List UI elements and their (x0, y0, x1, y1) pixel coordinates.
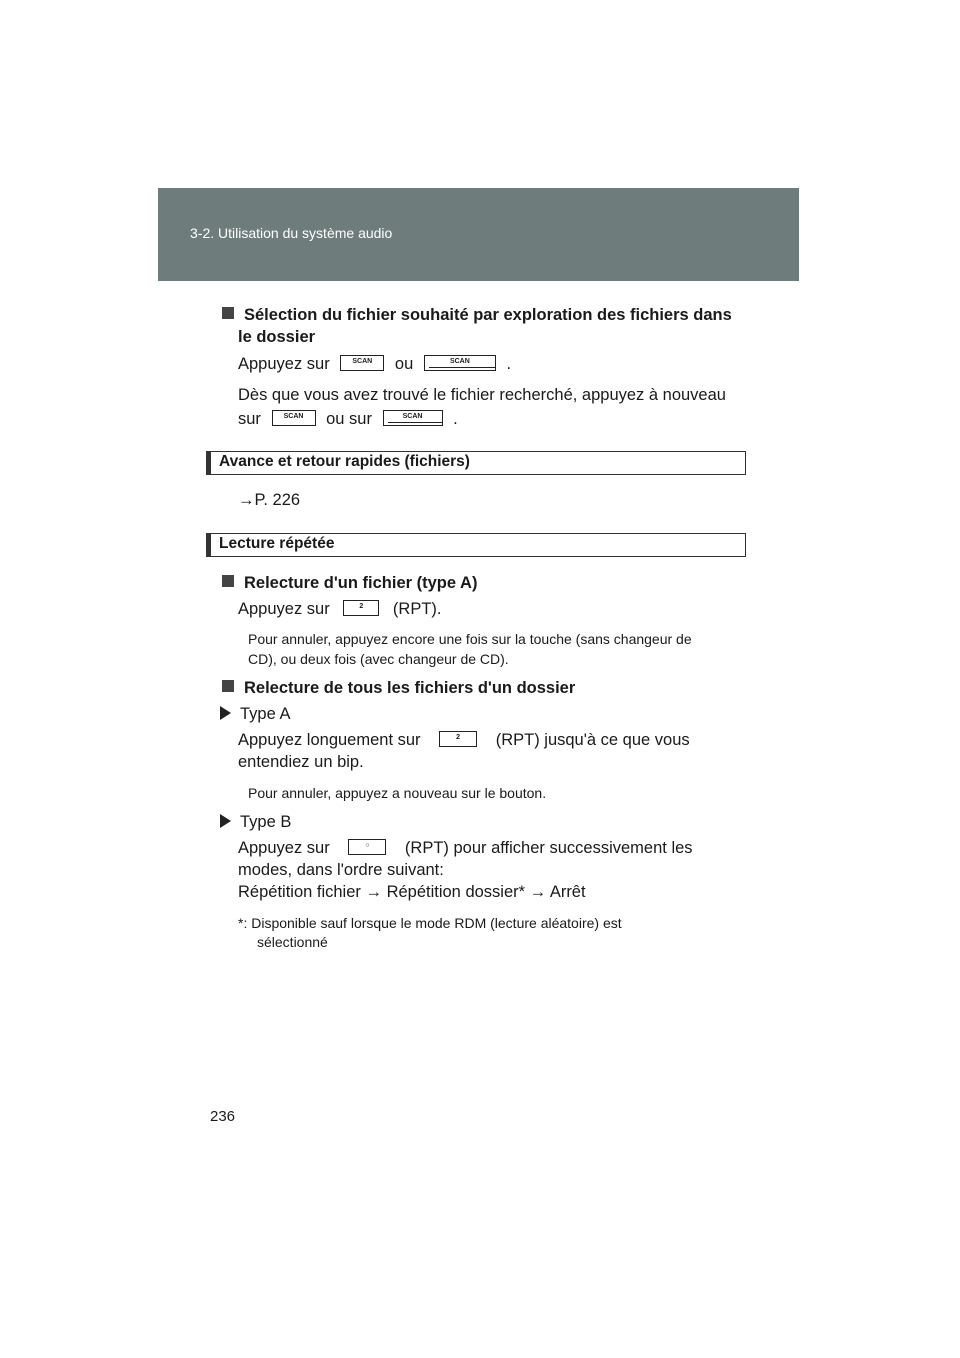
button-2-icon: 2 (439, 731, 477, 747)
scan-button-icon: SCAN (340, 355, 384, 371)
scan-subsection-title: Sélection du fichier souhaité par exploration des fichiers dans (222, 304, 732, 326)
scan-long-button-icon: SCAN (383, 410, 443, 426)
triangle-bullet-icon (220, 706, 231, 720)
footnote: *: Disponible sauf lorsque le mode RDM (lecture aléatoire) est (238, 915, 622, 931)
type-b-step: Appuyez sur ○ (RPT) pour afficher successivement les (238, 839, 693, 857)
section-header-bar (158, 188, 799, 281)
section-title: 3-2. Utilisation du système audio (190, 225, 393, 241)
square-bullet-icon (222, 575, 234, 587)
scan-long-button-icon: SCAN (424, 355, 496, 371)
type-a-note: Pour annuler, appuyez a nouveau sur le bouton. (248, 785, 547, 801)
button-2-icon: 2 (343, 600, 379, 616)
repeat-heading: Lecture répétée (206, 533, 746, 557)
scan-step-2: Dès que vous avez trouvé le fichier recherché, appuyez à nouveau (238, 386, 726, 404)
footnote-cont: sélectionné (257, 934, 328, 950)
repeat-file-title: Relecture d'un fichier (type A) (222, 572, 477, 594)
fast-forward-heading: Avance et retour rapides (fichiers) (206, 451, 746, 475)
scan-subsection-title-cont: le dossier (238, 328, 316, 346)
repeat-file-step: Appuyez sur 2 (RPT). (238, 600, 442, 618)
scan-step-2-cont: sur SCAN ou sur SCAN . (238, 410, 458, 428)
type-a-step-cont: entendiez un bip. (238, 753, 364, 771)
type-b-label: Type B (220, 811, 291, 833)
scan-button-icon: SCAN (272, 410, 316, 426)
fast-forward-reference: →P. 226 (238, 491, 301, 509)
square-bullet-icon (222, 680, 234, 692)
repeat-folder-title: Relecture de tous les fichiers d'un dossier (222, 677, 575, 699)
repeat-file-note-cont: CD), ou deux fois (avec changeur de CD). (248, 651, 509, 667)
square-bullet-icon (222, 307, 234, 319)
repeat-file-note: Pour annuler, appuyez encore une fois sur la touche (sans changeur de (248, 631, 692, 647)
type-a-label: Type A (220, 703, 290, 725)
type-b-sequence: Répétition fichier → Répétition dossier* → Arrêt (238, 883, 586, 901)
scan-step-1: Appuyez sur SCAN ou SCAN . (238, 355, 512, 373)
type-a-step: Appuyez longuement sur 2 (RPT) jusqu'à ce que vous (238, 731, 690, 749)
page-number: 236 (210, 1108, 236, 1125)
knob-button-icon: ○ (348, 839, 386, 855)
triangle-bullet-icon (220, 814, 231, 828)
type-b-step-cont: modes, dans l'ordre suivant: (238, 861, 444, 879)
